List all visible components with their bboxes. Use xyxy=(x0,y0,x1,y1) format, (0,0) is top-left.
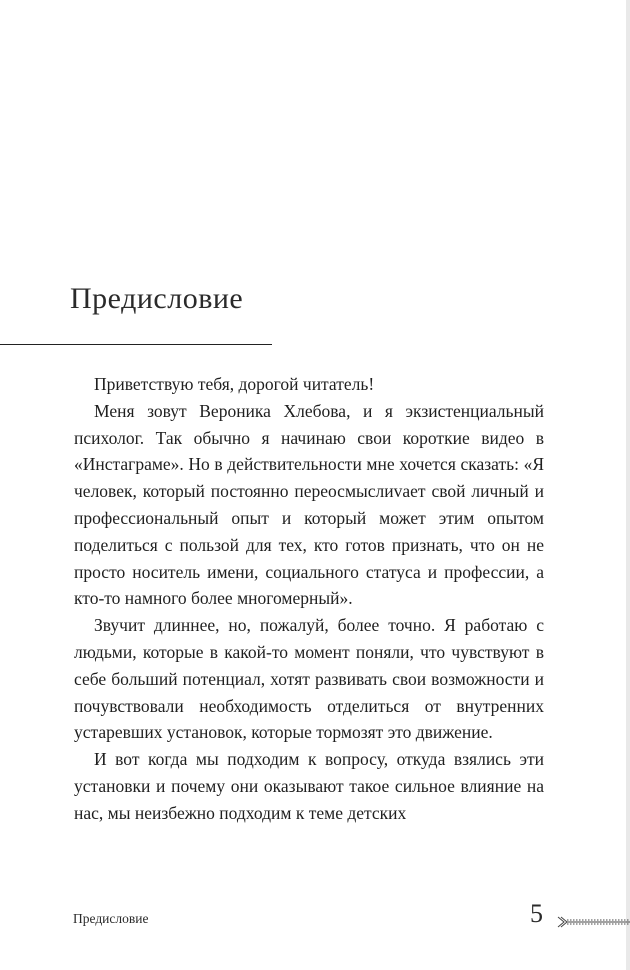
paragraph: Приветствую тебя, дорогой читатель! xyxy=(94,374,375,394)
title-rule xyxy=(0,344,272,345)
page-number: 5 xyxy=(530,899,543,928)
running-head: Предисловие xyxy=(73,911,149,926)
body-text xyxy=(74,371,544,827)
decorative-ornament-icon xyxy=(556,913,630,931)
paragraph: Меня зовут Вероника Хлебова, и я экзистенциальный психолог. Так обычно я начинаю свои короткие видео в «Инстаграме». Но в действительности мне хочется сказать: «Я человек, который постоянно переосмыслиvает свой личный и профессиональный опыт и который может этим опытом поделиться с пользой для тех, кто готов признать, что он не просто носитель имени, социального статуса и профессии, а кто-то намного более многомерный». xyxy=(74,400,544,609)
page-edge xyxy=(626,0,630,970)
chapter-title: Предисловие xyxy=(70,282,244,315)
paragraph: Звучит длиннее, но, пожалуй, более точно. Я работаю с людьми, которые в какой-то момент поняли, что чувствуют в себе больший потенциал, хотят развивать свои возможности и почувствовали необходимость отделиться от внутренних устаревших установок, которые тормозят это движение. xyxy=(74,615,544,743)
paragraph: И вот когда мы подходим к вопросу, откуда взялись эти установки и почему они оказывают такое сильное влияние на нас, мы неизбежно подходим к теме детских xyxy=(74,749,544,823)
